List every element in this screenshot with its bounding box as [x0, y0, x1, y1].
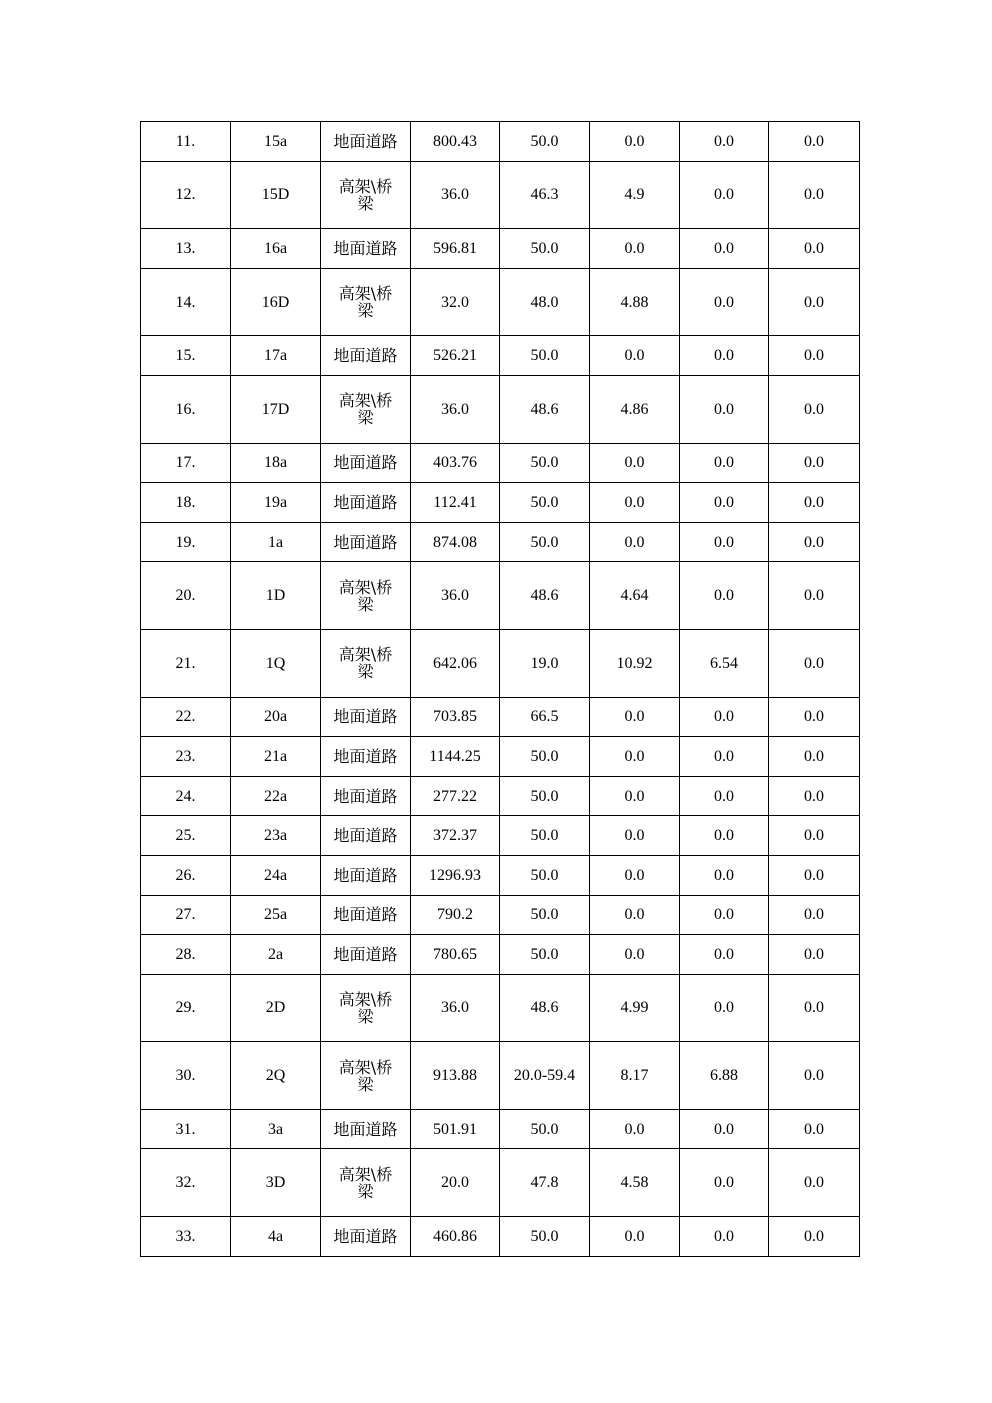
road-segment-table — [140, 121, 860, 1257]
road-type-cell — [321, 122, 411, 162]
road-type-cell — [321, 522, 411, 562]
length-cell: 277.22 — [411, 776, 500, 816]
road-type-label: 地面道路 — [333, 492, 398, 512]
table-row — [141, 1042, 860, 1110]
value2-cell: 6.54 — [680, 629, 769, 697]
road-type-label: 地面道路 — [333, 865, 398, 885]
length-cell: 780.65 — [411, 935, 500, 975]
value2-cell: 0.0 — [680, 522, 769, 562]
value2-cell: 0.0 — [680, 974, 769, 1042]
road-type-cell — [321, 483, 411, 523]
segment-id-cell: 19a — [231, 483, 321, 523]
road-type-cell — [321, 974, 411, 1042]
road-type-cell — [321, 776, 411, 816]
road-type-cell — [321, 1217, 411, 1257]
table-row — [141, 1149, 860, 1217]
road-type-cell — [321, 1149, 411, 1217]
value3-cell: 0.0 — [769, 122, 860, 162]
value1-cell: 4.86 — [590, 375, 680, 443]
table-row — [141, 776, 860, 816]
value2-cell: 0.0 — [680, 697, 769, 737]
value1-cell: 4.58 — [590, 1149, 680, 1217]
road-type-label: 地面道路 — [333, 238, 398, 258]
value1-cell: 4.88 — [590, 268, 680, 336]
segment-id-cell: 1Q — [231, 629, 321, 697]
value1-cell: 0.0 — [590, 935, 680, 975]
value1-cell: 0.0 — [590, 895, 680, 935]
segment-id-cell: 25a — [231, 895, 321, 935]
table-row — [141, 122, 860, 162]
table-body — [141, 122, 860, 1257]
value3-cell: 0.0 — [769, 1149, 860, 1217]
value2-cell: 0.0 — [680, 1217, 769, 1257]
row-number-cell: 17. — [141, 443, 231, 483]
length-cell: 1296.93 — [411, 855, 500, 895]
value3-cell: 0.0 — [769, 522, 860, 562]
table-row — [141, 375, 860, 443]
value1-cell: 4.99 — [590, 974, 680, 1042]
road-type-label: 高架\桥梁 — [338, 391, 393, 428]
segment-id-cell: 2D — [231, 974, 321, 1042]
value3-cell: 0.0 — [769, 229, 860, 269]
speed-cell: 48.6 — [500, 562, 590, 630]
row-number-cell: 28. — [141, 935, 231, 975]
row-number-cell: 31. — [141, 1109, 231, 1149]
length-cell: 874.08 — [411, 522, 500, 562]
row-number-cell: 22. — [141, 697, 231, 737]
segment-id-cell: 22a — [231, 776, 321, 816]
length-cell: 526.21 — [411, 336, 500, 376]
value3-cell: 0.0 — [769, 161, 860, 229]
value3-cell: 0.0 — [769, 336, 860, 376]
speed-cell: 50.0 — [500, 855, 590, 895]
value1-cell: 8.17 — [590, 1042, 680, 1110]
road-type-cell — [321, 935, 411, 975]
road-type-cell — [321, 629, 411, 697]
value3-cell: 0.0 — [769, 375, 860, 443]
table-row — [141, 522, 860, 562]
value2-cell: 0.0 — [680, 855, 769, 895]
speed-cell: 46.3 — [500, 161, 590, 229]
value1-cell: 4.64 — [590, 562, 680, 630]
segment-id-cell: 2Q — [231, 1042, 321, 1110]
value2-cell: 0.0 — [680, 336, 769, 376]
length-cell: 913.88 — [411, 1042, 500, 1110]
road-type-cell — [321, 737, 411, 777]
length-cell: 596.81 — [411, 229, 500, 269]
value3-cell: 0.0 — [769, 697, 860, 737]
row-number-cell: 11. — [141, 122, 231, 162]
speed-cell: 48.6 — [500, 974, 590, 1042]
row-number-cell: 13. — [141, 229, 231, 269]
row-number-cell: 32. — [141, 1149, 231, 1217]
value2-cell: 0.0 — [680, 1149, 769, 1217]
value2-cell: 0.0 — [680, 1109, 769, 1149]
length-cell: 800.43 — [411, 122, 500, 162]
row-number-cell: 33. — [141, 1217, 231, 1257]
length-cell: 403.76 — [411, 443, 500, 483]
speed-cell: 50.0 — [500, 935, 590, 975]
table-row — [141, 161, 860, 229]
row-number-cell: 21. — [141, 629, 231, 697]
segment-id-cell: 1a — [231, 522, 321, 562]
value1-cell: 0.0 — [590, 737, 680, 777]
speed-cell: 50.0 — [500, 122, 590, 162]
value1-cell: 0.0 — [590, 1217, 680, 1257]
length-cell: 1144.25 — [411, 737, 500, 777]
value1-cell: 0.0 — [590, 1109, 680, 1149]
row-number-cell: 30. — [141, 1042, 231, 1110]
road-type-cell — [321, 375, 411, 443]
road-type-label: 高架\桥梁 — [338, 1164, 393, 1201]
value2-cell: 0.0 — [680, 161, 769, 229]
value1-cell: 0.0 — [590, 816, 680, 856]
length-cell: 642.06 — [411, 629, 500, 697]
value1-cell: 4.9 — [590, 161, 680, 229]
segment-id-cell: 3D — [231, 1149, 321, 1217]
road-type-label: 地面道路 — [333, 453, 398, 473]
speed-cell: 47.8 — [500, 1149, 590, 1217]
road-type-label: 高架\桥梁 — [338, 1057, 393, 1094]
value3-cell: 0.0 — [769, 562, 860, 630]
row-number-cell: 14. — [141, 268, 231, 336]
speed-cell: 50.0 — [500, 1109, 590, 1149]
road-type-cell — [321, 161, 411, 229]
value2-cell: 0.0 — [680, 122, 769, 162]
segment-id-cell: 17a — [231, 336, 321, 376]
road-type-label: 地面道路 — [333, 346, 398, 366]
value2-cell: 0.0 — [680, 375, 769, 443]
value1-cell: 10.92 — [590, 629, 680, 697]
road-type-label: 高架\桥梁 — [338, 284, 393, 321]
segment-id-cell: 15a — [231, 122, 321, 162]
segment-id-cell: 16D — [231, 268, 321, 336]
road-type-cell — [321, 895, 411, 935]
value3-cell: 0.0 — [769, 974, 860, 1042]
value1-cell: 0.0 — [590, 336, 680, 376]
value3-cell: 0.0 — [769, 1109, 860, 1149]
length-cell: 32.0 — [411, 268, 500, 336]
road-type-cell — [321, 697, 411, 737]
segment-id-cell: 20a — [231, 697, 321, 737]
length-cell: 703.85 — [411, 697, 500, 737]
road-type-cell — [321, 1109, 411, 1149]
row-number-cell: 18. — [141, 483, 231, 523]
value3-cell: 0.0 — [769, 855, 860, 895]
road-type-label: 地面道路 — [333, 707, 398, 727]
length-cell: 790.2 — [411, 895, 500, 935]
road-type-label: 地面道路 — [333, 532, 398, 552]
length-cell: 36.0 — [411, 974, 500, 1042]
row-number-cell: 19. — [141, 522, 231, 562]
length-cell: 20.0 — [411, 1149, 500, 1217]
segment-id-cell: 2a — [231, 935, 321, 975]
speed-cell: 20.0-59.4 — [500, 1042, 590, 1110]
value2-cell: 0.0 — [680, 935, 769, 975]
value3-cell: 0.0 — [769, 629, 860, 697]
segment-id-cell: 1D — [231, 562, 321, 630]
value2-cell: 0.0 — [680, 443, 769, 483]
speed-cell: 50.0 — [500, 336, 590, 376]
value3-cell: 0.0 — [769, 268, 860, 336]
road-type-cell — [321, 816, 411, 856]
length-cell: 36.0 — [411, 161, 500, 229]
row-number-cell: 26. — [141, 855, 231, 895]
value3-cell: 0.0 — [769, 935, 860, 975]
speed-cell: 50.0 — [500, 737, 590, 777]
length-cell: 372.37 — [411, 816, 500, 856]
speed-cell: 50.0 — [500, 483, 590, 523]
road-type-cell — [321, 443, 411, 483]
length-cell: 460.86 — [411, 1217, 500, 1257]
speed-cell: 48.0 — [500, 268, 590, 336]
segment-id-cell: 18a — [231, 443, 321, 483]
table-row — [141, 737, 860, 777]
road-type-label: 地面道路 — [333, 944, 398, 964]
road-type-label: 地面道路 — [333, 826, 398, 846]
value1-cell: 0.0 — [590, 229, 680, 269]
value3-cell: 0.0 — [769, 1217, 860, 1257]
road-type-label: 高架\桥梁 — [338, 989, 393, 1026]
speed-cell: 50.0 — [500, 1217, 590, 1257]
value1-cell: 0.0 — [590, 483, 680, 523]
row-number-cell: 23. — [141, 737, 231, 777]
value3-cell: 0.0 — [769, 443, 860, 483]
road-type-label: 地面道路 — [333, 905, 398, 925]
table-row — [141, 816, 860, 856]
road-type-label: 地面道路 — [333, 1119, 398, 1139]
road-type-label: 高架\桥梁 — [338, 176, 393, 213]
road-type-label: 地面道路 — [333, 786, 398, 806]
length-cell: 36.0 — [411, 562, 500, 630]
value2-cell: 0.0 — [680, 895, 769, 935]
row-number-cell: 15. — [141, 336, 231, 376]
row-number-cell: 27. — [141, 895, 231, 935]
row-number-cell: 29. — [141, 974, 231, 1042]
table-row — [141, 935, 860, 975]
value2-cell: 0.0 — [680, 268, 769, 336]
speed-cell: 50.0 — [500, 895, 590, 935]
road-type-cell — [321, 855, 411, 895]
road-type-cell — [321, 268, 411, 336]
table-row — [141, 229, 860, 269]
speed-cell: 50.0 — [500, 443, 590, 483]
table-row — [141, 629, 860, 697]
segment-id-cell: 15D — [231, 161, 321, 229]
table-row — [141, 1109, 860, 1149]
segment-id-cell: 24a — [231, 855, 321, 895]
value1-cell: 0.0 — [590, 855, 680, 895]
length-cell: 36.0 — [411, 375, 500, 443]
value2-cell: 6.88 — [680, 1042, 769, 1110]
value2-cell: 0.0 — [680, 737, 769, 777]
value1-cell: 0.0 — [590, 522, 680, 562]
road-type-label: 地面道路 — [333, 746, 398, 766]
road-type-label: 地面道路 — [333, 131, 398, 151]
table-row — [141, 443, 860, 483]
road-type-cell — [321, 562, 411, 630]
value1-cell: 0.0 — [590, 776, 680, 816]
table-row — [141, 1217, 860, 1257]
value3-cell: 0.0 — [769, 737, 860, 777]
speed-cell: 50.0 — [500, 776, 590, 816]
value3-cell: 0.0 — [769, 483, 860, 523]
speed-cell: 66.5 — [500, 697, 590, 737]
value3-cell: 0.0 — [769, 895, 860, 935]
segment-id-cell: 23a — [231, 816, 321, 856]
row-number-cell: 20. — [141, 562, 231, 630]
value2-cell: 0.0 — [680, 229, 769, 269]
row-number-cell: 25. — [141, 816, 231, 856]
segment-id-cell: 4a — [231, 1217, 321, 1257]
segment-id-cell: 21a — [231, 737, 321, 777]
speed-cell: 50.0 — [500, 229, 590, 269]
value3-cell: 0.0 — [769, 1042, 860, 1110]
value2-cell: 0.0 — [680, 483, 769, 523]
value1-cell: 0.0 — [590, 697, 680, 737]
length-cell: 501.91 — [411, 1109, 500, 1149]
value3-cell: 0.0 — [769, 816, 860, 856]
road-type-cell — [321, 1042, 411, 1110]
table-row — [141, 336, 860, 376]
speed-cell: 50.0 — [500, 816, 590, 856]
table-row — [141, 855, 860, 895]
value1-cell: 0.0 — [590, 443, 680, 483]
road-type-label: 地面道路 — [333, 1226, 398, 1246]
value1-cell: 0.0 — [590, 122, 680, 162]
table-row — [141, 483, 860, 523]
road-type-label: 高架\桥梁 — [338, 577, 393, 614]
row-number-cell: 16. — [141, 375, 231, 443]
value2-cell: 0.0 — [680, 776, 769, 816]
table-row — [141, 697, 860, 737]
row-number-cell: 24. — [141, 776, 231, 816]
table-row — [141, 562, 860, 630]
row-number-cell: 12. — [141, 161, 231, 229]
value3-cell: 0.0 — [769, 776, 860, 816]
table-row — [141, 974, 860, 1042]
segment-id-cell: 16a — [231, 229, 321, 269]
table-row — [141, 895, 860, 935]
table-row — [141, 268, 860, 336]
value2-cell: 0.0 — [680, 816, 769, 856]
segment-id-cell: 3a — [231, 1109, 321, 1149]
segment-id-cell: 17D — [231, 375, 321, 443]
road-type-label: 高架\桥梁 — [338, 645, 393, 682]
road-type-cell — [321, 229, 411, 269]
value2-cell: 0.0 — [680, 562, 769, 630]
length-cell: 112.41 — [411, 483, 500, 523]
speed-cell: 48.6 — [500, 375, 590, 443]
speed-cell: 19.0 — [500, 629, 590, 697]
road-type-cell — [321, 336, 411, 376]
speed-cell: 50.0 — [500, 522, 590, 562]
